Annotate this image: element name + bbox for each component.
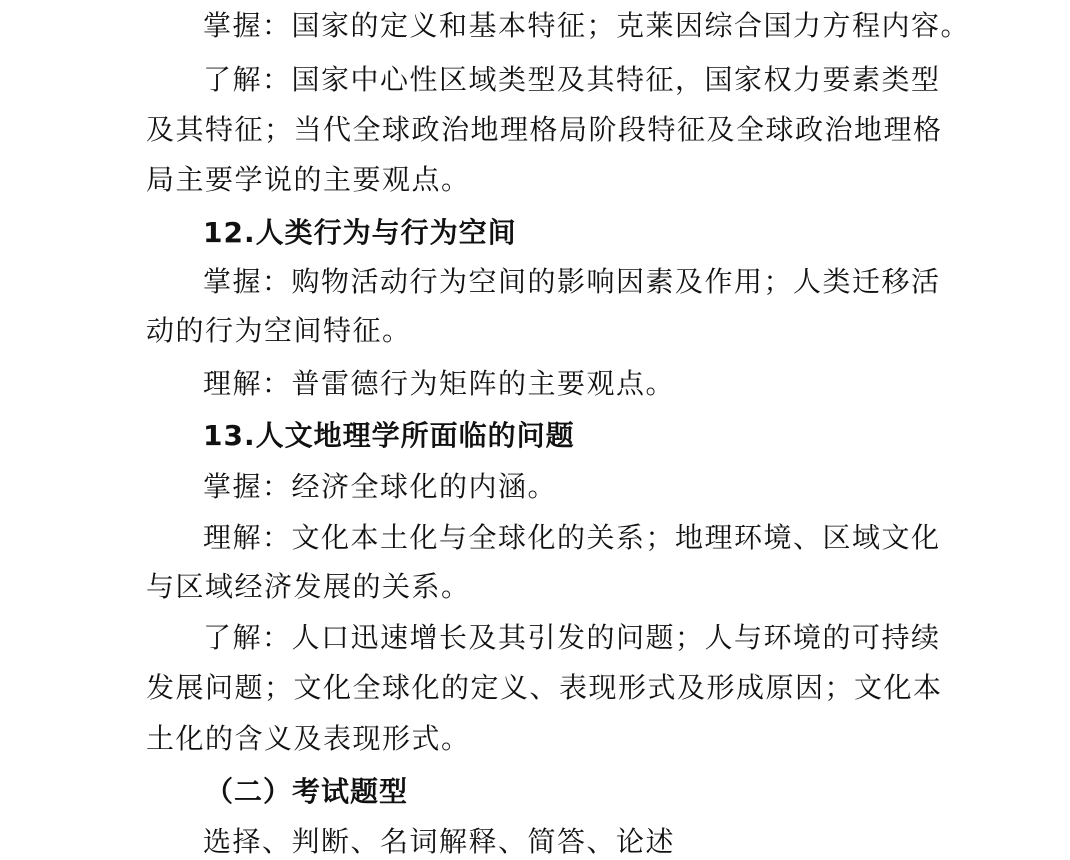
text-line: 理解：普雷德行为矩阵的主要观点。 (203, 367, 676, 400)
text-line: 土化的含义及表现形式。 (146, 722, 471, 755)
text-line: 局主要学说的主要观点。 (146, 163, 471, 196)
text-line: 理解：文化本土化与全球化的关系；地理环境、区域文化 (203, 521, 941, 554)
text-line: 与区域经济发展的关系。 (146, 570, 471, 603)
section-heading: 13.人文地理学所面临的问题 (203, 419, 575, 452)
text-line: 选择、判断、名词解释、简答、论述 (203, 825, 676, 858)
section-heading: 12.人类行为与行为空间 (203, 216, 517, 249)
text-line: 了解：国家中心性区域类型及其特征，国家权力要素类型 (203, 63, 941, 96)
text-line: 掌握：经济全球化的内涵。 (203, 470, 558, 503)
text-line: 发展问题；文化全球化的定义、表现形式及形成原因；文化本 (146, 671, 943, 704)
text-line: 掌握：购物活动行为空间的影响因素及作用；人类迁移活 (203, 265, 941, 298)
text-line: 及其特征；当代全球政治地理格局阶段特征及全球政治地理格 (146, 113, 943, 146)
text-line: 了解：人口迅速增长及其引发的问题；人与环境的可持续 (203, 621, 941, 654)
text-line: 掌握：国家的定义和基本特征；克莱因综合国力方程内容。 (203, 9, 971, 42)
section-heading: （二）考试题型 (205, 775, 409, 808)
text-line: 动的行为空间特征。 (146, 314, 412, 347)
